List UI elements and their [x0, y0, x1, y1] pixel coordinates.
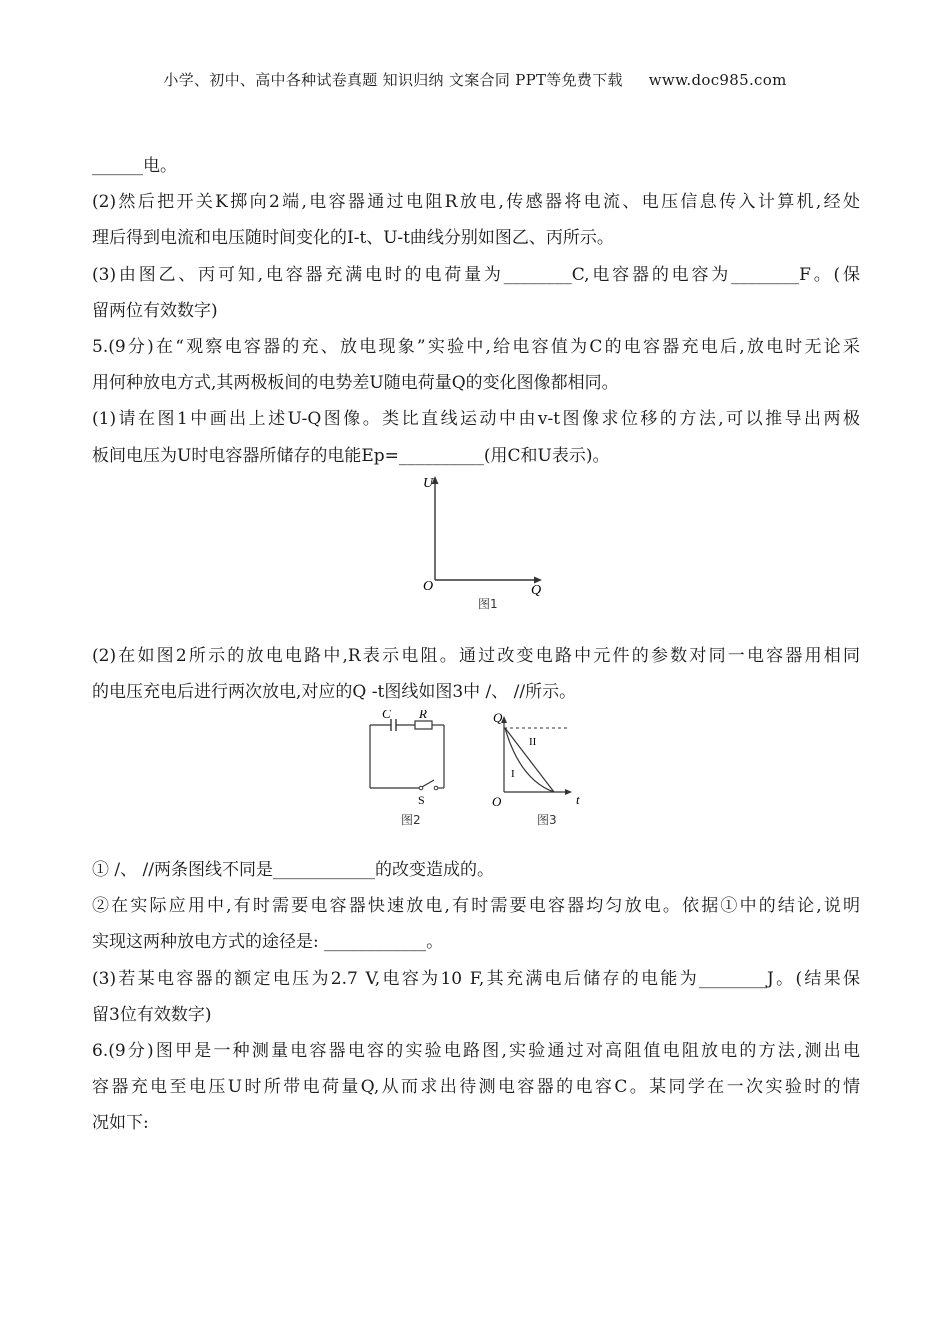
fig2-caption: 图2	[401, 813, 421, 828]
text-line: 6.(9分)图甲是一种测量电容器电容的实验电路图,实验通过对高阻值电阻放电的方法,测出电	[92, 1041, 860, 1061]
fig2-circuit	[370, 710, 444, 827]
fig2-resistor	[415, 721, 432, 729]
fig2-capacitor-label: C	[382, 710, 391, 722]
fig3-curve-II-label: II	[529, 736, 537, 749]
text-line: ① /、 //两条图线不同是____________的改变造成的。	[92, 860, 494, 881]
text-line: (1)请在图1中画出上述U-Q图像。类比直线运动中由v-t图像求位移的方法,可以推导出两极	[92, 409, 860, 430]
fig1-y-label: U	[423, 475, 434, 491]
fig3-graph	[492, 710, 580, 827]
figures-2-3-graph	[92, 710, 860, 852]
fig3-x-arrow	[565, 789, 572, 795]
fig1-origin-label: O	[423, 578, 434, 594]
text-line: ②在实际应用中,有时需要电容器快速放电,有时需要电容器均匀放电。依据①中的结论,说明	[92, 896, 860, 917]
page-header	[0, 69, 950, 90]
fig3-caption: 图3	[537, 813, 557, 828]
text-line: ______电。	[92, 156, 177, 176]
fig3-y-label: Q	[493, 710, 503, 726]
text-line: 留3位有效数字)	[92, 1004, 212, 1025]
fig2-switch-blade	[422, 780, 434, 787]
figure-1	[92, 474, 860, 638]
figures-2-3	[92, 710, 860, 852]
figure-1-graph	[92, 474, 860, 638]
header-url: www.doc985.com	[648, 71, 787, 89]
fig3-origin-label: O	[492, 794, 502, 810]
fig2-resistor-label: R	[419, 710, 427, 722]
text-line: (2)在如图2所示的放电电路中,R表示电阻。通过改变电路中元件的参数对同一电容器用相同	[92, 645, 860, 666]
text-line: (3)由图乙、丙可知,电容器充满电时的电荷量为________C,电容器的电容为________F。(保	[92, 264, 860, 285]
text-line: 板间电压为U时电容器所储存的电能Ep=__________(用C和U表示)。	[92, 445, 610, 466]
fig3-curve-I-label: I	[511, 768, 515, 781]
fig1-caption: 图1	[478, 596, 498, 611]
text-line: 况如下:	[92, 1113, 149, 1134]
text-line: 的电压充电后进行两次放电,对应的Q -t图线如图3中 /、 //所示。	[92, 681, 577, 702]
text-line: (3)若某电容器的额定电压为2.7 V,电容为10 F,其充满电后储存的电能为________J。(结果保	[92, 968, 860, 989]
text-line: 实现这两种放电方式的途径是: ____________。	[92, 932, 444, 953]
text-line: 容器充电至电压U时所带电荷量Q,从而求出待测电容器的电容C。某同学在一次实验时的情	[92, 1077, 860, 1098]
fig3-x-label: t	[576, 792, 580, 808]
text-line: (2)然后把开关K掷向2端,电容器通过电阻R放电,传感器将电流、电压信息传入计算机,经处	[92, 192, 860, 213]
text-line: 留两位有效数字)	[92, 300, 218, 321]
header-text: 小学、初中、高中各种试卷真题 知识归纳 文案合同 PPT等免费下载	[163, 71, 623, 89]
text-line: 理后得到电流和电压随时间变化的I-t、U-t曲线分别如图乙、丙所示。	[92, 228, 614, 249]
fig2-switch-label: S	[418, 793, 425, 808]
text-line: 用何种放电方式,其两极板间的电势差U随电荷量Q的变化图像都相同。	[92, 373, 619, 394]
document-body	[92, 148, 860, 1142]
text-line: 5.(9分)在“观察电容器的充、放电现象”实验中,给电容值为C的电容器充电后,放电时无论采	[92, 336, 860, 357]
fig2-switch-contact-right	[434, 786, 438, 790]
fig1-x-label: Q	[531, 582, 542, 598]
